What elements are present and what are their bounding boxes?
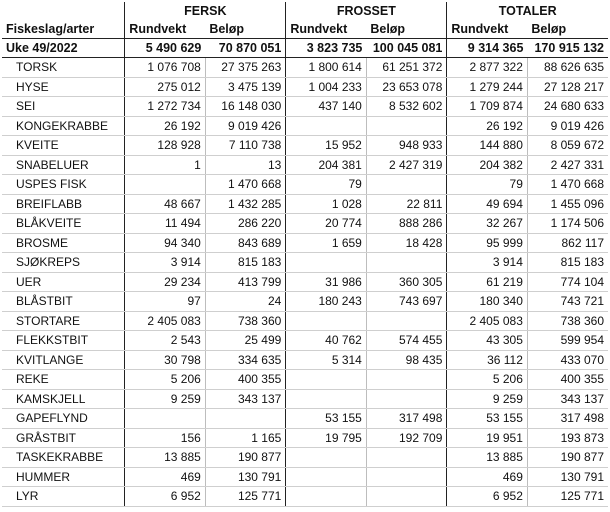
cell-frosset-rundvekt — [286, 311, 367, 331]
cell-totaler-belop: 2 427 331 — [527, 155, 608, 175]
cell-totaler-belop: 24 680 633 — [527, 97, 608, 117]
table-row — [2, 389, 608, 409]
table-row — [2, 370, 608, 390]
cell-frosset-belop: 743 697 — [366, 292, 447, 312]
table-row — [2, 331, 608, 351]
species-name: LYR — [2, 487, 125, 507]
cell-fersk-rundvekt: 97 — [125, 292, 206, 312]
cell-totaler-belop: 130 791 — [527, 467, 608, 487]
table-row — [2, 272, 608, 292]
totaler-belop-header: Beløp — [531, 22, 567, 36]
cell-frosset-rundvekt: 204 381 — [286, 155, 367, 175]
cell-totaler-belop: 862 117 — [527, 233, 608, 253]
cell-frosset-rundvekt — [286, 370, 367, 390]
cell-fersk-rundvekt: 1 076 708 — [125, 58, 206, 78]
cell-fersk-rundvekt: 94 340 — [125, 233, 206, 253]
cell-frosset-belop: 888 286 — [366, 214, 447, 234]
cell-totaler-rundvekt: 1 709 874 — [447, 97, 528, 117]
table-row — [2, 311, 608, 331]
table-row — [2, 214, 608, 234]
cell-fersk-rundvekt: 2 543 — [125, 331, 206, 351]
week-label: Uke 49/2022 — [2, 39, 125, 58]
cell-fersk-rundvekt: 6 952 — [125, 487, 206, 507]
cell-totaler-belop: 8 059 672 — [527, 136, 608, 156]
species-name: HUMMER — [2, 467, 125, 487]
cell-totaler-rundvekt: 19 951 — [447, 428, 528, 448]
total-totaler-rundvekt: 9 314 365 — [447, 39, 528, 58]
cell-frosset-belop: 18 428 — [366, 233, 447, 253]
cell-totaler-rundvekt: 13 885 — [447, 448, 528, 468]
table-row — [2, 194, 608, 214]
cell-totaler-belop: 125 771 — [527, 487, 608, 507]
cell-fersk-belop: 334 635 — [205, 350, 286, 370]
cell-fersk-rundvekt: 26 192 — [125, 116, 206, 136]
totaler-rundvekt-header: Rundvekt — [451, 22, 509, 36]
species-name: KVEITE — [2, 136, 125, 156]
table-row — [2, 448, 608, 468]
species-name: STORTARE — [2, 311, 125, 331]
cell-frosset-belop: 948 933 — [366, 136, 447, 156]
cell-fersk-belop: 190 877 — [205, 448, 286, 468]
table-row — [2, 467, 608, 487]
group-header-frosset: FROSSET — [286, 2, 447, 20]
catch-statistics-table — [2, 2, 608, 507]
cell-totaler-rundvekt: 61 219 — [447, 272, 528, 292]
cell-totaler-rundvekt: 3 914 — [447, 253, 528, 273]
cell-frosset-belop — [366, 370, 447, 390]
cell-fersk-belop: 9 019 426 — [205, 116, 286, 136]
cell-frosset-rundvekt: 40 762 — [286, 331, 367, 351]
species-name: HYSE — [2, 77, 125, 97]
cell-totaler-rundvekt: 6 952 — [447, 487, 528, 507]
cell-frosset-belop: 98 435 — [366, 350, 447, 370]
table-row — [2, 292, 608, 312]
cell-fersk-belop: 125 771 — [205, 487, 286, 507]
cell-fersk-rundvekt: 3 914 — [125, 253, 206, 273]
cell-fersk-belop: 286 220 — [205, 214, 286, 234]
cell-fersk-belop: 738 360 — [205, 311, 286, 331]
cell-frosset-rundvekt: 437 140 — [286, 97, 367, 117]
species-name: BLÅKVEITE — [2, 214, 125, 234]
cell-totaler-belop: 1 455 096 — [527, 194, 608, 214]
cell-frosset-rundvekt: 5 314 — [286, 350, 367, 370]
cell-frosset-rundvekt: 1 028 — [286, 194, 367, 214]
species-name: SNABELUER — [2, 155, 125, 175]
cell-totaler-belop: 317 498 — [527, 409, 608, 429]
cell-fersk-rundvekt: 128 928 — [125, 136, 206, 156]
cell-totaler-rundvekt: 469 — [447, 467, 528, 487]
cell-frosset-rundvekt — [286, 448, 367, 468]
cell-frosset-rundvekt — [286, 487, 367, 507]
cell-fersk-rundvekt: 2 405 083 — [125, 311, 206, 331]
cell-fersk-rundvekt: 48 667 — [125, 194, 206, 214]
total-frosset-rundvekt: 3 823 735 — [286, 39, 367, 58]
cell-totaler-rundvekt: 53 155 — [447, 409, 528, 429]
cell-totaler-belop: 193 873 — [527, 428, 608, 448]
cell-fersk-belop: 25 499 — [205, 331, 286, 351]
cell-frosset-rundvekt — [286, 116, 367, 136]
cell-fersk-belop: 13 — [205, 155, 286, 175]
table-row — [2, 233, 608, 253]
cell-frosset-belop: 23 653 078 — [366, 77, 447, 97]
column-header-row — [2, 20, 608, 39]
cell-totaler-belop: 27 128 217 — [527, 77, 608, 97]
cell-fersk-rundvekt: 9 259 — [125, 389, 206, 409]
frosset-rundvekt-header: Rundvekt — [290, 22, 348, 36]
species-name: TORSK — [2, 58, 125, 78]
cell-frosset-rundvekt: 15 952 — [286, 136, 367, 156]
header-spacer — [2, 2, 125, 20]
cell-fersk-belop: 3 475 139 — [205, 77, 286, 97]
cell-totaler-rundvekt: 95 999 — [447, 233, 528, 253]
species-name: TASKEKRABBE — [2, 448, 125, 468]
cell-frosset-rundvekt: 31 986 — [286, 272, 367, 292]
cell-frosset-rundvekt — [286, 253, 367, 273]
fersk-belop-header: Beløp — [205, 20, 286, 39]
species-name: KONGEKRABBE — [2, 116, 125, 136]
cell-fersk-belop: 16 148 030 — [205, 97, 286, 117]
table-row — [2, 116, 608, 136]
cell-fersk-belop: 1 165 — [205, 428, 286, 448]
cell-totaler-rundvekt: 180 340 — [447, 292, 528, 312]
species-name: BREIFLABB — [2, 194, 125, 214]
cell-fersk-belop: 843 689 — [205, 233, 286, 253]
cell-totaler-rundvekt: 204 382 — [447, 155, 528, 175]
fersk-rundvekt-header: Rundvekt — [129, 22, 187, 36]
cell-fersk-rundvekt: 1 272 734 — [125, 97, 206, 117]
cell-frosset-rundvekt — [286, 389, 367, 409]
cell-fersk-belop: 24 — [205, 292, 286, 312]
table-body — [2, 2, 608, 506]
species-name: FLEKKSTBIT — [2, 331, 125, 351]
cell-fersk-belop: 413 799 — [205, 272, 286, 292]
total-fersk-belop: 70 870 051 — [205, 39, 286, 58]
cell-totaler-rundvekt: 36 112 — [447, 350, 528, 370]
cell-totaler-belop: 190 877 — [527, 448, 608, 468]
total-frosset-belop: 100 045 081 — [366, 39, 447, 58]
cell-fersk-rundvekt: 11 494 — [125, 214, 206, 234]
cell-frosset-belop: 574 455 — [366, 331, 447, 351]
table-row — [2, 155, 608, 175]
cell-totaler-rundvekt: 26 192 — [447, 116, 528, 136]
cell-frosset-belop — [366, 389, 447, 409]
species-name: KAMSKJELL — [2, 389, 125, 409]
cell-totaler-rundvekt: 49 694 — [447, 194, 528, 214]
cell-fersk-rundvekt: 29 234 — [125, 272, 206, 292]
cell-totaler-belop: 1 174 506 — [527, 214, 608, 234]
cell-totaler-belop: 738 360 — [527, 311, 608, 331]
cell-totaler-rundvekt: 9 259 — [447, 389, 528, 409]
cell-frosset-belop — [366, 175, 447, 195]
table-row — [2, 409, 608, 429]
cell-totaler-rundvekt: 144 880 — [447, 136, 528, 156]
cell-frosset-belop — [366, 467, 447, 487]
species-name: REKE — [2, 370, 125, 390]
group-header-fersk: FERSK — [125, 2, 286, 20]
cell-totaler-belop: 815 183 — [527, 253, 608, 273]
species-name: BLÅSTBIT — [2, 292, 125, 312]
species-name: UER — [2, 272, 125, 292]
cell-frosset-belop: 8 532 602 — [366, 97, 447, 117]
cell-fersk-rundvekt — [125, 175, 206, 195]
cell-totaler-belop: 1 470 668 — [527, 175, 608, 195]
cell-totaler-belop: 343 137 — [527, 389, 608, 409]
cell-totaler-belop: 743 721 — [527, 292, 608, 312]
cell-fersk-belop: 400 355 — [205, 370, 286, 390]
species-name: USPES FISK — [2, 175, 125, 195]
cell-totaler-rundvekt: 1 279 244 — [447, 77, 528, 97]
cell-frosset-rundvekt: 1 659 — [286, 233, 367, 253]
cell-frosset-rundvekt: 19 795 — [286, 428, 367, 448]
cell-frosset-rundvekt: 1 004 233 — [286, 77, 367, 97]
cell-fersk-rundvekt: 469 — [125, 467, 206, 487]
cell-frosset-rundvekt: 180 243 — [286, 292, 367, 312]
cell-frosset-rundvekt: 20 774 — [286, 214, 367, 234]
table-row — [2, 428, 608, 448]
table-row — [2, 58, 608, 78]
cell-fersk-rundvekt: 30 798 — [125, 350, 206, 370]
cell-totaler-belop: 599 954 — [527, 331, 608, 351]
total-totaler-belop: 170 915 132 — [527, 39, 608, 58]
cell-totaler-rundvekt: 43 305 — [447, 331, 528, 351]
table-row — [2, 136, 608, 156]
cell-frosset-belop — [366, 487, 447, 507]
cell-totaler-rundvekt: 79 — [447, 175, 528, 195]
cell-frosset-belop — [366, 116, 447, 136]
cell-frosset-belop: 192 709 — [366, 428, 447, 448]
cell-frosset-belop: 2 427 319 — [366, 155, 447, 175]
cell-fersk-rundvekt — [125, 409, 206, 429]
cell-fersk-rundvekt: 156 — [125, 428, 206, 448]
cell-totaler-rundvekt: 32 267 — [447, 214, 528, 234]
species-name: KVITLANGE — [2, 350, 125, 370]
table-row — [2, 487, 608, 507]
table-row — [2, 97, 608, 117]
cell-frosset-rundvekt: 79 — [286, 175, 367, 195]
cell-frosset-belop — [366, 448, 447, 468]
cell-frosset-rundvekt: 53 155 — [286, 409, 367, 429]
cell-totaler-rundvekt: 2 877 322 — [447, 58, 528, 78]
cell-fersk-belop — [205, 409, 286, 429]
cell-frosset-belop: 317 498 — [366, 409, 447, 429]
cell-frosset-belop: 61 251 372 — [366, 58, 447, 78]
species-name: BROSME — [2, 233, 125, 253]
total-fersk-rundvekt: 5 490 629 — [125, 39, 206, 58]
group-header-row — [2, 2, 608, 20]
cell-fersk-rundvekt: 275 012 — [125, 77, 206, 97]
cell-totaler-belop: 433 070 — [527, 350, 608, 370]
cell-totaler-belop: 9 019 426 — [527, 116, 608, 136]
cell-totaler-rundvekt: 2 405 083 — [447, 311, 528, 331]
cell-fersk-rundvekt: 1 — [125, 155, 206, 175]
cell-frosset-belop: 360 305 — [366, 272, 447, 292]
cell-fersk-belop: 815 183 — [205, 253, 286, 273]
species-name: SJØKREPS — [2, 253, 125, 273]
species-name: GAPEFLYND — [2, 409, 125, 429]
cell-totaler-rundvekt: 5 206 — [447, 370, 528, 390]
species-name: SEI — [2, 97, 125, 117]
cell-fersk-belop: 1 432 285 — [205, 194, 286, 214]
cell-frosset-belop — [366, 311, 447, 331]
week-total-row — [2, 39, 608, 58]
frosset-belop-header: Beløp — [366, 20, 447, 39]
cell-frosset-rundvekt: 1 800 614 — [286, 58, 367, 78]
cell-fersk-belop: 1 470 668 — [205, 175, 286, 195]
cell-fersk-belop: 27 375 263 — [205, 58, 286, 78]
table-row — [2, 77, 608, 97]
cell-totaler-belop: 774 104 — [527, 272, 608, 292]
cell-frosset-belop: 22 811 — [366, 194, 447, 214]
cell-fersk-belop: 130 791 — [205, 467, 286, 487]
table-row — [2, 175, 608, 195]
species-column-header: Fiskeslag/arter — [2, 20, 125, 39]
cell-fersk-belop: 343 137 — [205, 389, 286, 409]
group-header-totaler: TOTALER — [498, 4, 557, 18]
cell-totaler-belop: 400 355 — [527, 370, 608, 390]
table-row — [2, 253, 608, 273]
species-name: GRÅSTBIT — [2, 428, 125, 448]
cell-fersk-belop: 7 110 738 — [205, 136, 286, 156]
cell-frosset-rundvekt — [286, 467, 367, 487]
cell-fersk-rundvekt: 5 206 — [125, 370, 206, 390]
table-row — [2, 350, 608, 370]
cell-fersk-rundvekt: 13 885 — [125, 448, 206, 468]
cell-totaler-belop: 88 626 635 — [527, 58, 608, 78]
cell-frosset-belop — [366, 253, 447, 273]
